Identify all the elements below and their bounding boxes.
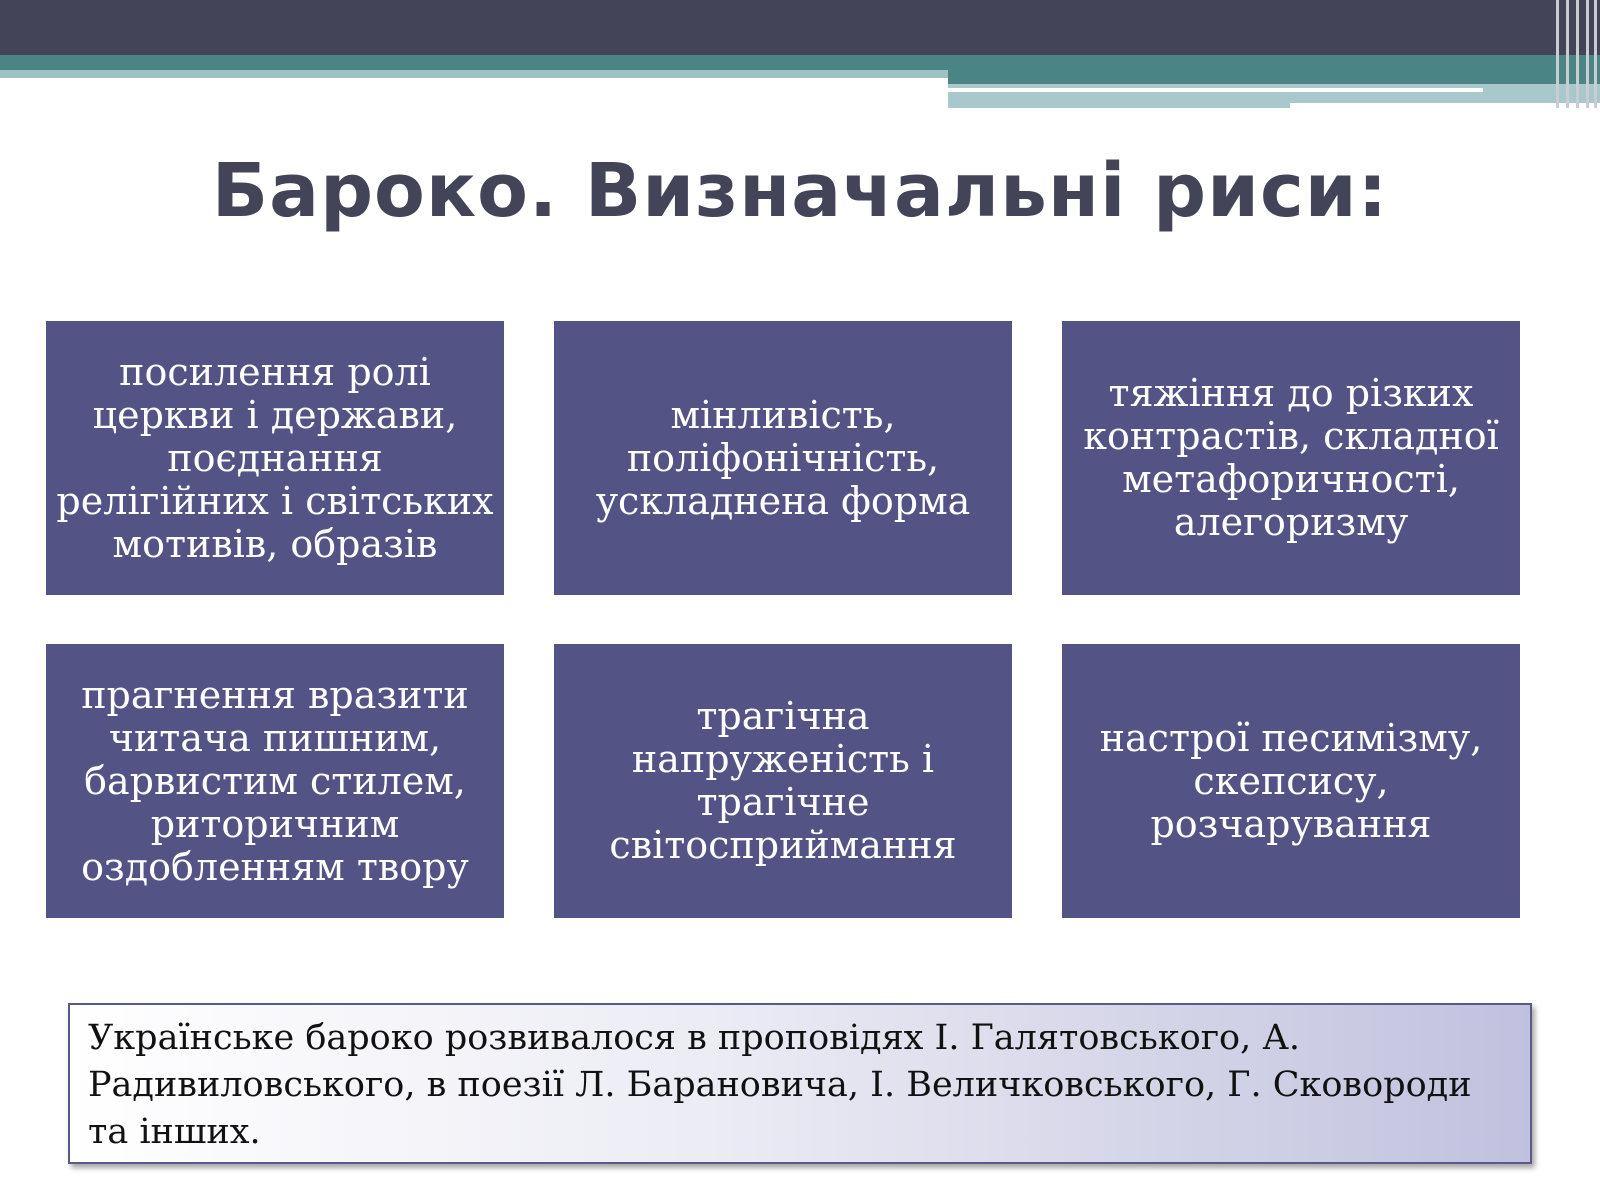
top-bar-light [0, 70, 948, 78]
top-bar-dark [0, 0, 1600, 55]
feature-card: настрої песимізму, скепсису, розчарування [1062, 644, 1520, 918]
feature-card: тяжіння до різких контрастів, складної метафоричності, алегоризму [1062, 321, 1520, 595]
note-box: Українське бароко розвивалося в проповідях І. Галятовського, А. Радивиловського, в поезії Л. Барановича, І. Величковського, Г. Сковороди та інших. [68, 1003, 1532, 1164]
top-bar-teal [0, 55, 1600, 70]
feature-card: трагічна напруженість і трагічне світосприймання [554, 644, 1012, 918]
top-bar-accent [948, 70, 1600, 84]
feature-card: посилення ролі церкви і держави, поєднання релігійних і світських мотивів, образів [46, 321, 504, 595]
slide-title: Бароко. Визначальні риси: [211, 148, 1389, 234]
corner-stripes [1550, 0, 1600, 108]
feature-card: прагнення вразити читача пишним, барвистим стилем, риторичним оздобленням твору [46, 644, 504, 918]
feature-card: мінливість, поліфонічність, ускладнена форма [554, 321, 1012, 595]
features-grid [46, 321, 1520, 918]
decor-line [948, 88, 1483, 92]
